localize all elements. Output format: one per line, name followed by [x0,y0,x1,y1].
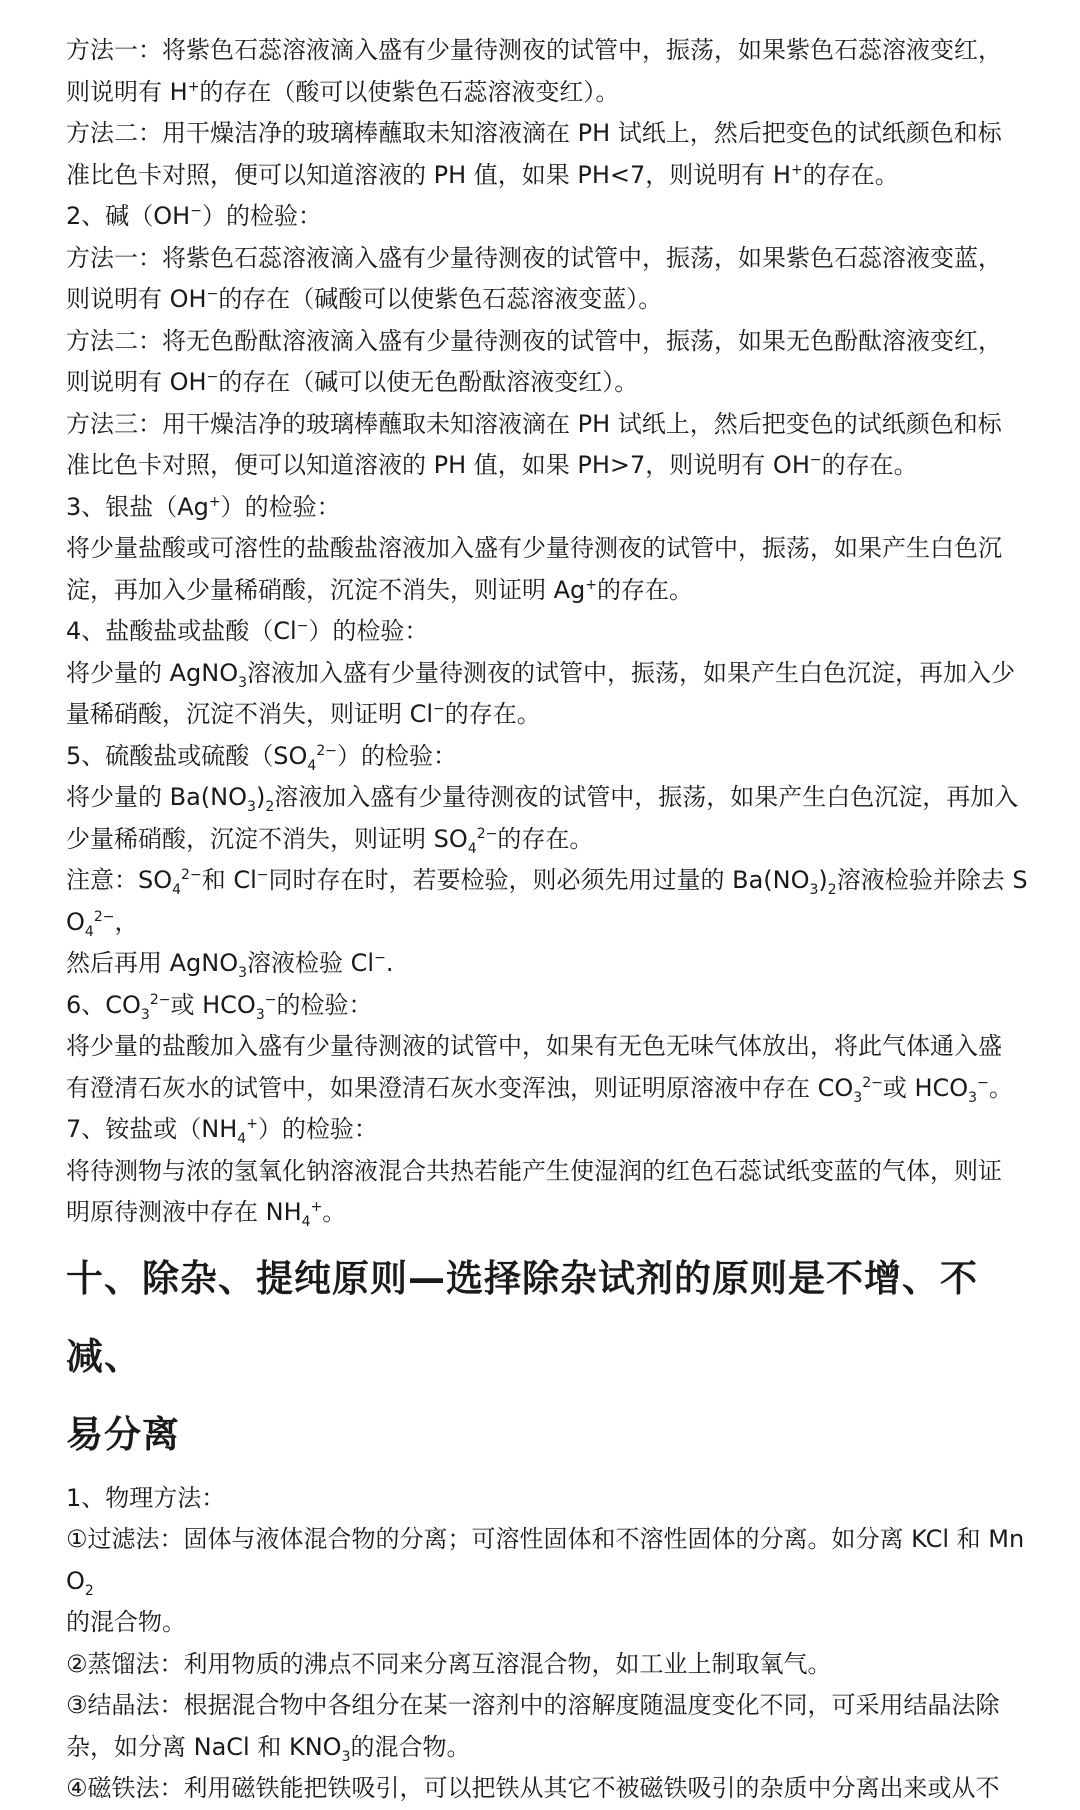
sulfate-method: 将少量的 $Ba(NO_3)_2$溶液加入盛有少量待测夜的试管中，振荡，如果产生白色沉淀，再加入 [66,783,1019,815]
carbonate-method: 将少量的盐酸加入盛有少量待测液的试管中，如果有无色无味气体放出，将此气体通入盛 [66,1032,1002,1060]
heading-base-test: 2、碱（OH−）的检验： [66,202,322,230]
heading-chloride-test: 4、盐酸盐或盐酸（Cl−）的检验： [66,617,429,645]
base-method-2-cont: 则说明有 OH−的存在（碱可以使无色酚酞溶液变红）。 [66,368,639,396]
crystallization-method: ③结晶法：根据混合物中各组分在某一溶剂中的溶解度随温度变化不同，可采用结晶法除 [66,1691,1000,1719]
base-method-2: 方法二：将无色酚酞溶液滴入盛有少量待测夜的试管中，振荡，如果无色酚酞溶液变红， [66,326,1002,355]
base-method-1-cont: 则说明有 OH−的存在（碱酸可以使紫色石蕊溶液变蓝）。 [66,285,663,313]
acid-method-2: 方法二：用干燥洁净的玻璃棒蘸取未知溶液滴在 PH 试纸上，然后把变色的试纸颜色和标 [66,119,1002,147]
carbonate-method-cont: 有澄清石灰水的试管中，如果澄清石灰水变浑浊，则证明原溶液中存在 $CO_3^{2-}$或 $HCO_3^-$。 [66,1073,1013,1106]
ammonium-method: 将待测物与浓的氢氧化钠溶液混合共热若能产生使湿润的红色石蕊试纸变蓝的气体，则证 [66,1156,1002,1185]
heading-sulfate-test: 5、硫酸盐或硫酸$(SO_4^{2-})$的检验： [66,741,457,774]
silver-method: 将少量盐酸或可溶性的盐酸盐溶液加入盛有少量待测夜的试管中，振荡，如果产生白色沉 [66,534,1002,562]
crystallization-method-cont: 杂，如分离 NaCl 和 $KNO_3$的混合物。 [66,1732,471,1765]
acid-method-1-cont: 则说明有 H+的存在（酸可以使紫色石蕊溶液变红）。 [66,77,620,106]
base-method-3: 方法三：用干燥洁净的玻璃棒蘸取未知溶液滴在 PH 试纸上，然后把变色的试纸颜色和标 [66,409,1002,438]
note-sulfate-chloride-cont: 然后再用 AgNO$_3$溶液检验 Cl−. [66,949,394,981]
filtration-method: ①过滤法：固体与液体混合物的分离；可溶性固体和不溶性固体的分离。如分离 KCl 和 MnO$_2$ [66,1525,1025,1599]
heading-silver-test: 3、银盐（Ag+）的检验： [66,492,341,521]
magnet-method: ④磁铁法：利用磁铁能把铁吸引，可以把铁从其它不被磁铁吸引的杂质中分离出来或从不 [66,1774,1000,1802]
sulfate-method-cont: 少量稀硝酸，沉淀不消失，则证明 $SO_4^{2-}$的存在。 [66,824,594,857]
chloride-method-cont: 量稀硝酸，沉淀不消失，则证明 Cl−的存在。 [66,700,541,728]
base-method-1: 方法一：将紫色石蕊溶液滴入盛有少量待测夜的试管中，振荡，如果紫色石蕊溶液变蓝， [66,243,1002,272]
acid-method-2-cont: 准比色卡对照，便可以知道溶液的 PH 值，如果 PH<7，则说明有 H+的存在。 [66,160,899,189]
acid-method-1: 方法一：将紫色石蕊溶液滴入盛有少量待测夜的试管中，振荡，如果紫色石蕊溶液变红， [66,36,1002,64]
silver-method-cont: 淀，再加入少量稀硝酸，沉淀不消失，则证明 Ag+的存在。 [66,575,694,604]
heading-carbonate-test: 6、$CO_3^{2-}$或 $HCO_3^-$的检验： [66,990,373,1023]
section-title-line-2: 易分离 [66,1412,180,1456]
chloride-method: 将少量的 AgNO$_3$溶液加入盛有少量待测夜的试管中，振荡，如果产生白色沉淀，再加入少 [66,658,1016,691]
section-title [66,1240,1041,1474]
document-page [66,30,1041,1810]
heading-physical-methods: 1、物理方法： [66,1483,226,1512]
section-title-line-1: 十、除杂、提纯原则—选择除杂试剂的原则是不增、不减、 [66,1256,978,1378]
base-method-3-cont: 准比色卡对照，便可以知道溶液的 PH 值，如果 PH>7，则说明有 OH−的存在。 [66,451,918,479]
ammonium-method-cont: 明原待测液中存在 $NH_4^+$。 [66,1198,347,1230]
filtration-method-cont: 的混合物。 [66,1608,186,1636]
note-sulfate-chloride: 注意：$SO_4^{2-}$和 Cl−同时存在时，若要检验，则必须先用过量的 $Ba(NO_3)_2$溶液检验并除去 $SO_4^{2-}$， [66,866,1028,940]
heading-ammonium-test: 7、铵盐或$(NH_4^+)$的检验： [66,1115,378,1147]
distillation-method: ②蒸馏法：利用物质的沸点不同来分离互溶混合物，如工业上制取氧气。 [66,1649,832,1678]
